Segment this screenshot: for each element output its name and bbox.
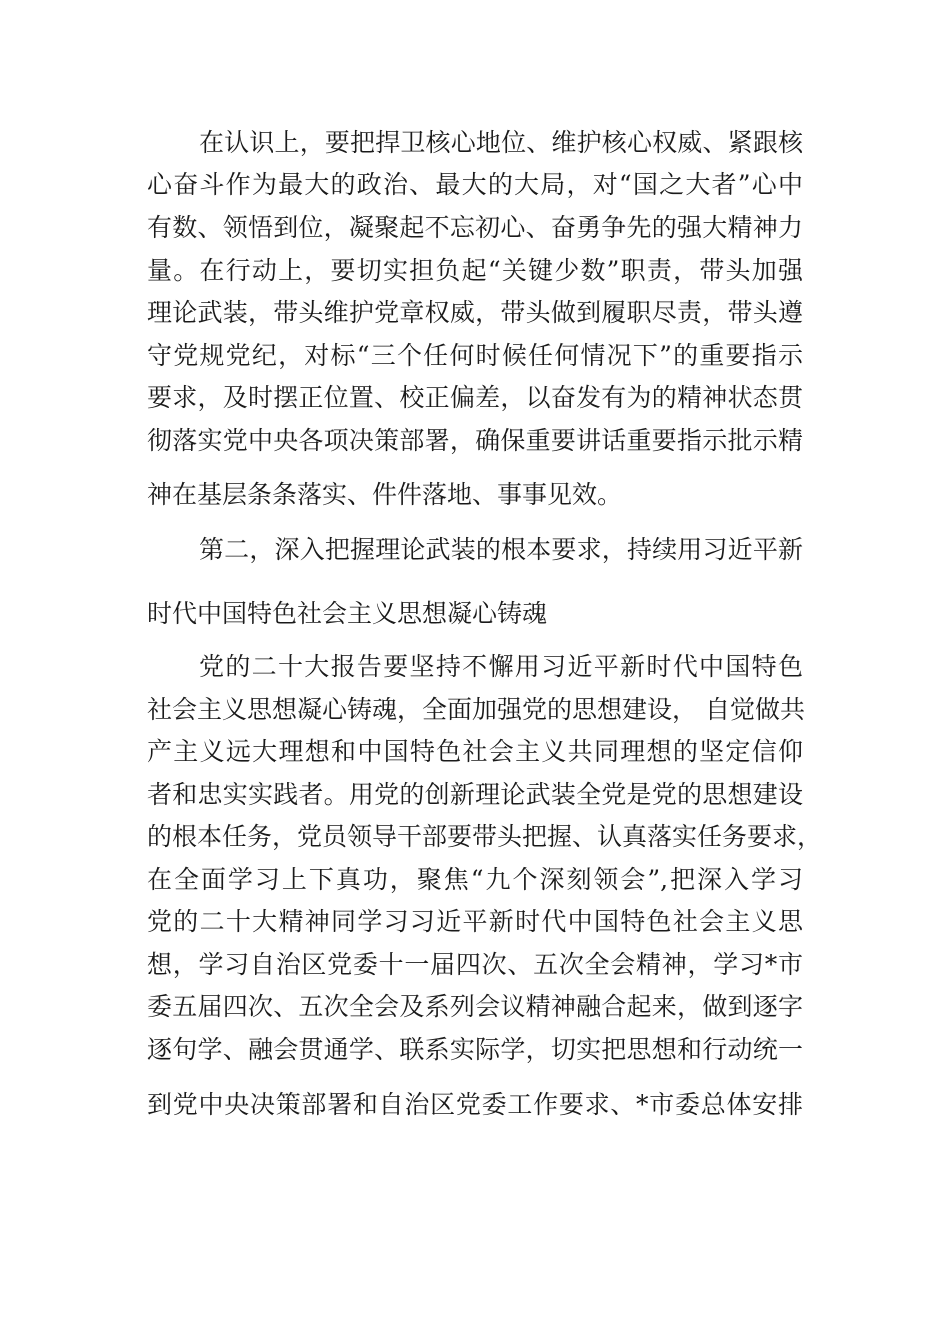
paragraph-line-16: 党的二十大精神同学习习近平新时代中国特色社会主义思 (147, 907, 803, 936)
paragraph-line-9: 神在基层条条落实、件件落地、事事见效。 (147, 480, 623, 509)
paragraph-line-5: 理论武装，带头维护党章权威，带头做到履职尽责，带头遵 (147, 298, 803, 327)
paragraph-line-10: 党的二十大报告要坚持不懈用习近平新时代中国特色 (199, 652, 803, 681)
section-heading-line-2: 时代中国特色社会主义思想凝心铸魂 (147, 599, 548, 628)
paragraph-line-1: 在认识上，要把捍卫核心地位、维护核心权威、紧跟核 (199, 128, 803, 157)
paragraph-line-13: 者和忠实实践者。用党的创新理论武装全党是党的思想建设 (147, 780, 803, 809)
paragraph-line-2: 心奋斗作为最大的政治、最大的大局，对“国之大者”心中 (147, 170, 803, 199)
paragraph-line-15: 在全面学习上下真功，聚焦“九个深刻领会”,把深入学习 (147, 865, 803, 894)
paragraph-line-20: 到党中央决策部署和自治区党委工作要求、*市委总体安排 (147, 1090, 803, 1119)
paragraph-line-3: 有数、领悟到位，凝聚起不忘初心、奋勇争先的强大精神力 (147, 213, 803, 242)
paragraph-line-17: 想，学习自治区党委十一届四次、五次全会精神，学习*市 (147, 950, 803, 979)
paragraph-line-4: 量。在行动上，要切实担负起“关键少数”职责，带头加强 (147, 256, 803, 285)
paragraph-line-8: 彻落实党中央各项决策部署，确保重要讲话重要指示批示精 (147, 426, 803, 455)
paragraph-line-19: 逐句学、融会贯通学、联系实际学，切实把思想和行动统一 (147, 1035, 803, 1064)
paragraph-line-14: 的根本任务，党员领导干部要带头把握、认真落实任务要求， (147, 822, 823, 851)
paragraph-line-7: 要求，及时摆正位置、校正偏差，以奋发有为的精神状态贯 (147, 383, 803, 412)
section-heading-line-1: 第二，深入把握理论武装的根本要求，持续用习近平新 (199, 535, 803, 564)
paragraph-line-12: 产主义远大理想和中国特色社会主义共同理想的坚定信仰 (147, 737, 803, 766)
paragraph-line-18: 委五届四次、五次全会及系列会议精神融合起来，做到逐字 (147, 992, 803, 1021)
paragraph-line-6: 守党规党纪，对标“三个任何时候任何情况下”的重要指示 (147, 341, 803, 370)
paragraph-line-11: 社会主义思想凝心铸魂，全面加强党的思想建设， 自觉做共 (147, 695, 805, 724)
